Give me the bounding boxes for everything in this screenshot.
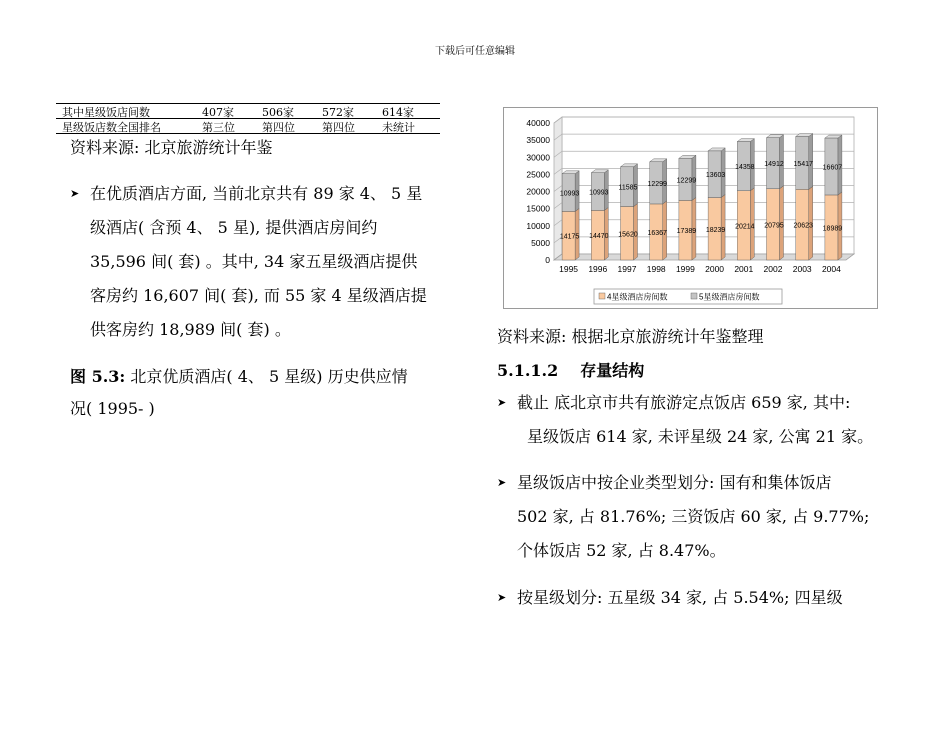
table-cell: 星级饭店数全国排名 (62, 121, 161, 134)
y-tick-label: 20000 (526, 186, 550, 197)
bullet-line: 星级饭店中按企业类型划分: 国有和集体饭店 (517, 473, 832, 492)
y-tick-label: 25000 (526, 169, 550, 180)
y-tick-label: 15000 (526, 203, 550, 214)
data-label-4star: 20214 (735, 223, 755, 231)
chart-canvas (504, 108, 877, 308)
hotel-rooms-chart (503, 107, 878, 309)
data-label-5star: 14912 (764, 161, 784, 169)
arrowhead-bullet-icon: ➤ (497, 396, 507, 409)
x-tick-label: 1995 (559, 264, 579, 274)
section-heading (497, 357, 644, 385)
bullet-line: 个体饭店 52 家, 占 8.47%。 (517, 541, 726, 560)
data-label-4star: 17389 (676, 228, 697, 236)
data-label-4star: 20623 (793, 222, 813, 230)
x-tick-label: 2001 (734, 264, 754, 274)
table-cell: 第四位 (262, 121, 295, 134)
table-cell: 第四位 (322, 121, 355, 134)
bullet-line: 502 家, 占 81.76%; 三资饭店 60 家, 占 9.77%; (517, 507, 870, 526)
bullet-line: 供客房约 18,989 间( 套) 。 (90, 320, 291, 339)
bullet-line: 按星级划分: 五星级 34 家, 占 5.54%; 四星级 (517, 588, 843, 607)
data-label-4star: 14470 (589, 233, 609, 241)
legend-label-4star: 4星级酒店房间数 (607, 292, 668, 302)
table-row (56, 103, 440, 118)
table-cell: 第三位 (202, 121, 235, 134)
legend-label-5star: 5星级酒店房间数 (699, 292, 760, 302)
y-tick-label: 35000 (526, 135, 550, 146)
data-label-4star: 15620 (618, 231, 638, 239)
x-tick-label: 1999 (675, 264, 695, 274)
x-tick-label: 2000 (705, 264, 725, 274)
table-cell: 572家 (322, 106, 354, 119)
section-title: 存量结构 (580, 361, 645, 380)
arrowhead-bullet-icon: ➤ (497, 476, 507, 489)
data-label-5star: 15417 (793, 160, 813, 168)
data-label-5star: 11585 (618, 184, 638, 192)
page-header: 下载后可任意编辑 (435, 46, 515, 57)
section-number: 5.1.1.2 (497, 361, 559, 380)
x-tick-label: 1998 (646, 264, 666, 274)
figure-caption-text: 北京优质酒店( 4、 5 星级) 历史供应情 (125, 367, 408, 386)
y-tick-label: 5000 (531, 237, 550, 248)
x-tick-label: 2004 (821, 264, 841, 274)
bullet-line: 客房约 16,607 间( 套), 而 55 家 4 星级酒店提 (90, 286, 427, 305)
data-label-5star: 10993 (559, 190, 580, 198)
figure-label: 图 5.3: (70, 367, 126, 386)
bullet-line: 星级饭店 614 家, 未评星级 24 家, 公寓 21 家。 (527, 427, 874, 446)
table-source-note: 资料来源: 北京旅游统计年鉴 (70, 138, 273, 157)
data-label-4star: 20795 (764, 222, 784, 230)
x-tick-label: 1997 (617, 264, 637, 274)
data-label-5star: 14358 (735, 164, 755, 172)
table-cell: 506家 (262, 106, 294, 119)
arrowhead-bullet-icon: ➤ (70, 187, 80, 200)
figure-caption-line2: 况( 1995- ) (70, 399, 155, 418)
y-tick-label: 40000 (526, 118, 550, 128)
bullet-line: 35,596 间( 套) 。其中, 34 家五星级酒店提供 (90, 252, 418, 271)
bullet-line: 截止 底北京市共有旅游定点饭店 659 家, 其中: (517, 393, 851, 412)
data-label-5star: 13603 (705, 172, 726, 180)
x-tick-label: 2002 (763, 264, 783, 274)
x-tick-label: 2003 (792, 264, 812, 274)
data-label-5star: 12299 (676, 177, 697, 185)
legend-swatch-5star (691, 293, 697, 299)
data-label-4star: 14175 (559, 233, 580, 241)
table-row (56, 118, 440, 133)
table-cell: 其中星级饭店间数 (62, 106, 150, 119)
arrowhead-bullet-icon: ➤ (497, 591, 507, 604)
data-label-4star: 16367 (647, 229, 667, 237)
figure-caption (70, 363, 408, 391)
table-cell: 未统计 (382, 121, 415, 134)
data-label-4star: 18239 (705, 226, 726, 234)
data-label-4star: 18989 (822, 225, 843, 233)
x-tick-label: 1996 (588, 264, 608, 274)
data-label-5star: 12299 (647, 180, 667, 188)
y-tick-label: 30000 (526, 152, 550, 163)
legend-swatch-4star (599, 293, 605, 299)
table-cell: 407家 (202, 106, 234, 119)
data-label-5star: 10993 (589, 189, 609, 197)
y-tick-label: 10000 (526, 220, 550, 231)
hotel-stats-table (56, 103, 440, 133)
bullet-line: 级酒店( 含预 4、 5 星), 提供酒店房间约 (90, 218, 378, 237)
table-cell: 614家 (382, 106, 414, 119)
chart-source-note: 资料来源: 根据北京旅游统计年鉴整理 (497, 327, 764, 346)
data-label-5star: 16607 (822, 164, 843, 172)
bullet-line: 在优质酒店方面, 当前北京共有 89 家 4、 5 星 (90, 184, 423, 203)
y-tick-label: 0 (545, 255, 550, 265)
